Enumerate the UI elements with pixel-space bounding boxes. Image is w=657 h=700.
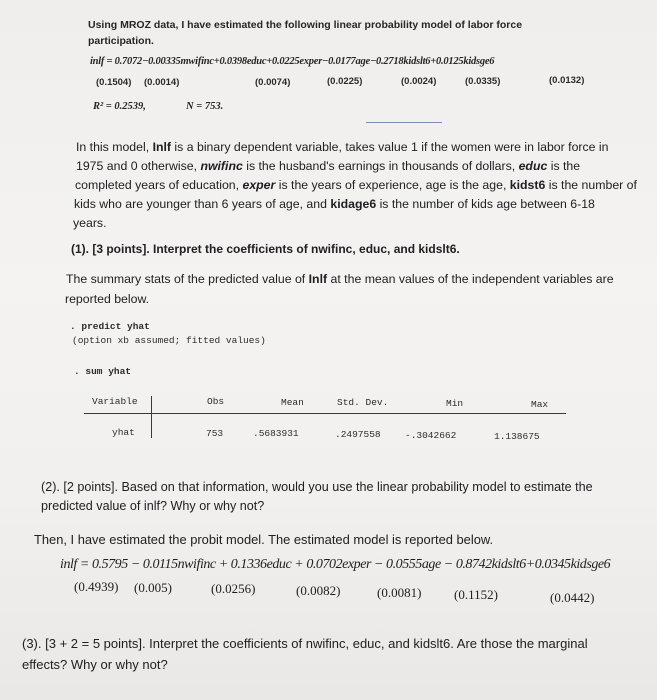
table-header-min: Min xyxy=(446,398,464,409)
question-1: (1). [3 points]. Interpret the coefficients of nwifinc, educ, and kidslt6. xyxy=(71,242,460,256)
description-line-4: kids who are younger than 6 years of age, and kidage6 is the number of kids age between 6-18 xyxy=(74,197,595,211)
question-2-line-2: predicted value of inlf? Why or why not? xyxy=(41,499,265,513)
lpm-n: N = 753. xyxy=(186,101,224,112)
probit-equation: inlf = 0.5795 − 0.0115nwifinc + 0.1336educ + 0.0702exper − 0.0555age − 0.8742kidslt6+0.0345kidsge6 xyxy=(60,557,611,572)
stata-command-note: (option xb assumed; fitted values) xyxy=(72,335,266,346)
probit-se-7: (0.0442) xyxy=(550,590,595,605)
probit-se-1: (0.4939) xyxy=(74,579,119,594)
probit-intro: Then, I have estimated the probit model. The estimated model is reported below. xyxy=(34,532,494,547)
stata-command-predict: . predict yhat xyxy=(70,321,150,332)
intro-line-1: Using MROZ data, I have estimated the following linear probability model of labor force xyxy=(88,19,523,31)
description-line-1: In this model, Inlf is a binary dependent variable, takes value 1 if the women were in labor force in xyxy=(76,140,609,154)
table-header-max: Max xyxy=(531,399,549,410)
description-line-2: 1975 and 0 otherwise, nwifinc is the husband's earnings in thousands of dollars, educ is the xyxy=(76,159,581,173)
question-2-line-1: (2). [2 points]. Based on that information, would you use the linear probability model to estimate the xyxy=(41,480,593,494)
probit-se-5: (0.0081) xyxy=(377,585,422,600)
table-cell-variable: yhat xyxy=(112,427,135,438)
lpm-se-5: (0.0024) xyxy=(401,76,437,87)
table-cell-obs: 753 xyxy=(206,428,224,439)
summary-intro-line-1: The summary stats of the predicted value of Inlf at the mean values of the independent variables are xyxy=(66,272,614,286)
lpm-se-7: (0.0132) xyxy=(549,75,585,86)
probit-se-4: (0.0082) xyxy=(296,583,341,598)
table-cell-mean: .5683931 xyxy=(253,428,299,439)
table-header-variable: Variable xyxy=(92,396,138,407)
table-header-mean: Mean xyxy=(281,397,304,408)
intro-line-2: participation. xyxy=(88,35,154,47)
table-cell-std-dev: .2497558 xyxy=(335,429,381,440)
table-divider-vertical xyxy=(151,396,152,438)
lpm-se-1: (0.1504) xyxy=(96,77,132,88)
lpm-se-2: (0.0014) xyxy=(144,77,180,88)
table-header-std-dev: Std. Dev. xyxy=(337,397,389,408)
description-line-5: years. xyxy=(73,216,107,230)
table-header-obs: Obs xyxy=(207,396,225,407)
lpm-se-6: (0.0335) xyxy=(465,76,501,87)
question-3-line-1: (3). [3 + 2 = 5 points]. Interpret the coefficients of nwifinc, educ, and kidslt6. Are those the marginal xyxy=(22,636,588,651)
lpm-se-3: (0.0074) xyxy=(255,77,291,88)
probit-se-6: (0.1152) xyxy=(454,587,498,602)
table-divider-horizontal xyxy=(84,413,566,414)
summary-intro-line-2: reported below. xyxy=(65,292,150,306)
stata-command-sum: . sum yhat xyxy=(74,366,132,377)
probit-se-3: (0.0256) xyxy=(211,581,256,596)
probit-se-2: (0.005) xyxy=(134,580,172,595)
lpm-r-squared: R² = 0.2539, xyxy=(93,101,146,112)
lpm-se-4: (0.0225) xyxy=(327,76,363,87)
question-3-line-2: effects? Why or why not? xyxy=(22,657,168,672)
decorative-line xyxy=(366,122,442,123)
lpm-equation: inlf = 0.7072−0.00335mwifinc+0.0398educ+0.0225exper−0.0177age−0.2718kidslt6+0.0125kidsge6 xyxy=(90,56,495,67)
table-cell-min: -.3042662 xyxy=(405,430,457,441)
description-line-3: completed years of education, exper is the years of experience, age is the age, kidst6 is the number of xyxy=(75,178,637,192)
table-cell-max: 1.138675 xyxy=(494,431,540,442)
